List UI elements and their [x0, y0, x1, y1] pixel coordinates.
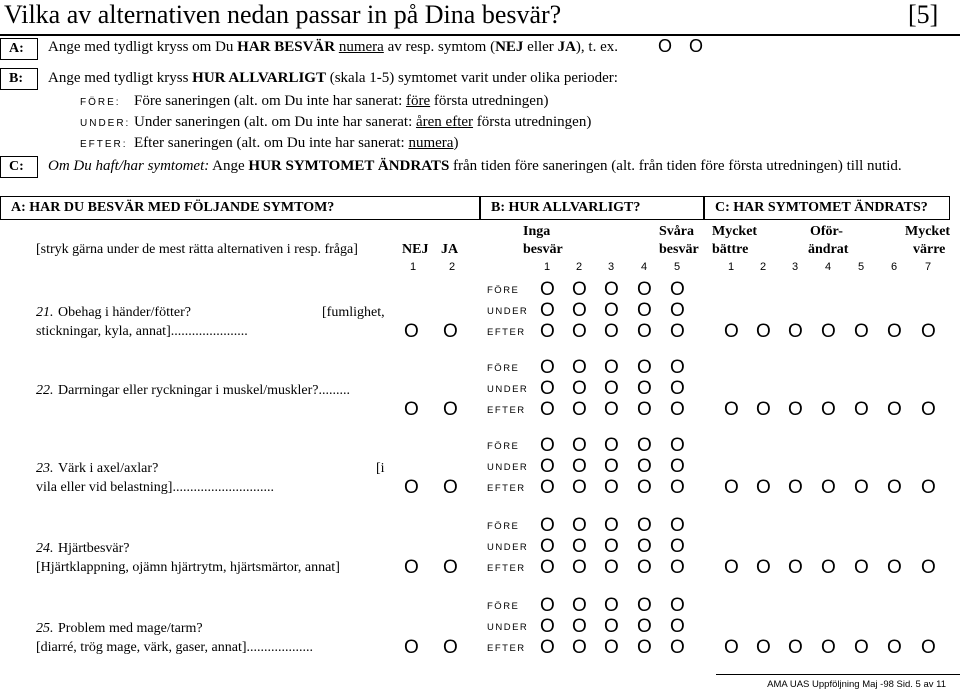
- ofor-label-1: Oför-: [810, 224, 843, 239]
- severity-option-under-1[interactable]: O: [540, 456, 555, 477]
- nej-option[interactable]: O: [404, 637, 419, 658]
- question-text: Hjärtbesvär?: [58, 541, 130, 556]
- severity-option-under-2[interactable]: O: [572, 456, 587, 477]
- severity-option-under-1[interactable]: O: [540, 300, 555, 321]
- change-option-1[interactable]: O: [724, 321, 739, 342]
- change-option-3[interactable]: O: [788, 321, 803, 342]
- severity-option-fore-2[interactable]: O: [572, 435, 587, 456]
- change-scale-number: 1: [728, 261, 735, 273]
- change-scale-number: 2: [760, 261, 767, 273]
- period-label-efter: EFTER: [487, 483, 526, 494]
- severity-option-fore-1[interactable]: O: [540, 435, 555, 456]
- change-option-1[interactable]: O: [724, 477, 739, 498]
- severity-option-efter-2[interactable]: O: [572, 637, 587, 658]
- severity-option-under-5[interactable]: O: [670, 536, 685, 557]
- severity-option-under-3[interactable]: O: [604, 300, 619, 321]
- period-key-fore: FÖRE:: [80, 97, 121, 108]
- question-text: Problem med mage/tarm?: [58, 621, 203, 636]
- nej-header: NEJ: [402, 242, 429, 257]
- period-label-fore: FÖRE: [487, 601, 520, 612]
- nej-option[interactable]: O: [404, 321, 419, 342]
- severity-option-under-3[interactable]: O: [604, 378, 619, 399]
- question-text-continued: [i: [376, 461, 385, 476]
- footer-text: AMA UAS Uppföljning Maj -98 Sid. 5 av 11: [767, 679, 946, 690]
- period-label-fore: FÖRE: [487, 285, 520, 296]
- question-detail: stickningar, kyla, annat]......................: [36, 324, 248, 339]
- severity-option-efter-5[interactable]: O: [670, 557, 685, 578]
- ja-option[interactable]: O: [443, 477, 458, 498]
- severity-option-under-2[interactable]: O: [572, 300, 587, 321]
- period-label-under: UNDER: [487, 384, 529, 395]
- question-number: 21.: [36, 305, 54, 320]
- change-scale-number: 7: [925, 261, 932, 273]
- change-option-6[interactable]: O: [887, 557, 902, 578]
- period-label-efter: EFTER: [487, 405, 526, 416]
- severity-option-fore-1[interactable]: O: [540, 515, 555, 536]
- question-detail: [Hjärtklappning, ojämn hjärtrytm, hjärtsmärtor, annat]: [36, 560, 340, 575]
- change-option-4[interactable]: O: [821, 477, 836, 498]
- instruction-b: Ange med tydligt kryss HUR ALLVARLIGT (skala 1-5) symtomet varit under olika perioder:: [48, 70, 618, 86]
- severity-option-efter-3[interactable]: O: [604, 637, 619, 658]
- severity-scale-number: 3: [608, 261, 615, 273]
- ja-option[interactable]: O: [443, 321, 458, 342]
- period-label-under: UNDER: [487, 542, 529, 553]
- severity-option-under-5[interactable]: O: [670, 378, 685, 399]
- severity-option-efter-2[interactable]: O: [572, 477, 587, 498]
- ja-number: 2: [449, 261, 456, 273]
- label-b: B:: [0, 68, 38, 90]
- severity-option-under-5[interactable]: O: [670, 456, 685, 477]
- severity-option-efter-4[interactable]: O: [637, 557, 652, 578]
- period-label-under: UNDER: [487, 622, 529, 633]
- mycket-varre-label-1: Mycket: [905, 224, 951, 239]
- ja-option[interactable]: O: [443, 557, 458, 578]
- nej-number: 1: [410, 261, 417, 273]
- severity-option-fore-4[interactable]: O: [637, 515, 652, 536]
- change-option-6[interactable]: O: [887, 477, 902, 498]
- question-text: Darrningar eller ryckningar i muskel/muskler?.........: [58, 383, 350, 398]
- change-option-3[interactable]: O: [788, 637, 803, 658]
- period-label-efter: EFTER: [487, 643, 526, 654]
- change-option-2[interactable]: O: [756, 399, 771, 420]
- footer-rule: [716, 674, 960, 675]
- instruction-c: Om Du haft/har symtomet: Ange HUR SYMTOMET ÄNDRATS från tiden före saneringen (alt. från tiden före första utredningen) till nutid.: [48, 158, 902, 174]
- header-box-c: C: HAR SYMTOMET ÄNDRATS?: [704, 196, 950, 220]
- change-option-6[interactable]: O: [887, 321, 902, 342]
- change-option-5[interactable]: O: [854, 477, 869, 498]
- change-option-7[interactable]: O: [921, 477, 936, 498]
- severity-option-fore-5[interactable]: O: [670, 515, 685, 536]
- change-option-4[interactable]: O: [821, 557, 836, 578]
- severity-option-fore-4[interactable]: O: [637, 435, 652, 456]
- inga-label-2: besvär: [523, 242, 563, 257]
- question-text-continued: [fumlighet,: [322, 305, 385, 320]
- header-box-a: A: HAR DU BESVÄR MED FÖLJANDE SYMTOM?: [0, 196, 480, 220]
- severity-option-efter-5[interactable]: O: [670, 637, 685, 658]
- severity-option-under-4[interactable]: O: [637, 616, 652, 637]
- instruction-a: Ange med tydligt kryss om Du HAR BESVÄR numera av resp. symtom (NEJ eller JA), t. ex.: [48, 39, 618, 55]
- severity-option-efter-3[interactable]: O: [604, 399, 619, 420]
- question-text: Värk i axel/axlar?: [58, 461, 159, 476]
- severity-scale-number: 2: [576, 261, 583, 273]
- severity-option-efter-3[interactable]: O: [604, 321, 619, 342]
- severity-option-efter-4[interactable]: O: [637, 399, 652, 420]
- period-label-fore: FÖRE: [487, 363, 520, 374]
- severity-option-fore-3[interactable]: O: [604, 515, 619, 536]
- severity-option-fore-3[interactable]: O: [604, 595, 619, 616]
- severity-option-fore-5[interactable]: O: [670, 435, 685, 456]
- severity-option-fore-2[interactable]: O: [572, 357, 587, 378]
- severity-option-fore-3[interactable]: O: [604, 435, 619, 456]
- severity-option-fore-1[interactable]: O: [540, 357, 555, 378]
- severity-scale-number: 1: [544, 261, 551, 273]
- question-number: 23.: [36, 461, 54, 476]
- change-scale-number: 5: [858, 261, 865, 273]
- nej-option[interactable]: O: [404, 557, 419, 578]
- severity-option-efter-4[interactable]: O: [637, 321, 652, 342]
- severity-option-fore-4[interactable]: O: [637, 595, 652, 616]
- change-option-2[interactable]: O: [756, 321, 771, 342]
- severity-option-fore-1[interactable]: O: [540, 595, 555, 616]
- severity-option-under-3[interactable]: O: [604, 616, 619, 637]
- question-detail: [diarré, trög mage, värk, gaser, annat]...................: [36, 640, 314, 655]
- severity-option-fore-5[interactable]: O: [670, 595, 685, 616]
- period-key-under: UNDER:: [80, 118, 131, 129]
- change-scale-number: 3: [792, 261, 799, 273]
- severity-option-fore-3[interactable]: O: [604, 357, 619, 378]
- change-option-6[interactable]: O: [887, 399, 902, 420]
- question-number: 25.: [36, 621, 54, 636]
- severity-option-under-5[interactable]: O: [670, 616, 685, 637]
- severity-option-efter-4[interactable]: O: [637, 637, 652, 658]
- severity-option-efter-1[interactable]: O: [540, 477, 555, 498]
- nej-option[interactable]: O: [404, 399, 419, 420]
- change-option-7[interactable]: O: [921, 557, 936, 578]
- severity-option-efter-5[interactable]: O: [670, 321, 685, 342]
- page-number: [5]: [908, 0, 939, 29]
- change-option-1[interactable]: O: [724, 399, 739, 420]
- title-divider: [0, 34, 960, 36]
- period-label-efter: EFTER: [487, 563, 526, 574]
- question-text: Obehag i händer/fötter?: [58, 305, 191, 320]
- label-a: A:: [0, 38, 38, 60]
- period-label-fore: FÖRE: [487, 521, 520, 532]
- severity-option-under-1[interactable]: O: [540, 378, 555, 399]
- stryk-note: [stryk gärna under de mest rätta alternativen i resp. fråga]: [36, 242, 358, 257]
- change-option-2[interactable]: O: [756, 637, 771, 658]
- severity-option-efter-3[interactable]: O: [604, 477, 619, 498]
- change-option-7[interactable]: O: [921, 637, 936, 658]
- severity-option-under-1[interactable]: O: [540, 616, 555, 637]
- change-option-2[interactable]: O: [756, 557, 771, 578]
- severity-option-efter-2[interactable]: O: [572, 321, 587, 342]
- change-option-3[interactable]: O: [788, 557, 803, 578]
- change-option-4[interactable]: O: [821, 321, 836, 342]
- severity-option-efter-2[interactable]: O: [572, 557, 587, 578]
- inga-label-1: Inga: [523, 224, 551, 239]
- nej-option[interactable]: O: [404, 477, 419, 498]
- change-option-5[interactable]: O: [854, 399, 869, 420]
- mycket-battre-label-2: bättre: [712, 242, 749, 257]
- change-option-5[interactable]: O: [854, 637, 869, 658]
- change-option-5[interactable]: O: [854, 321, 869, 342]
- period-desc-fore: Före saneringen (alt. om Du inte har sanerat: före första utredningen): [134, 93, 549, 109]
- change-scale-number: 4: [825, 261, 832, 273]
- ja-option[interactable]: O: [443, 637, 458, 658]
- example-circles: O O: [658, 36, 710, 56]
- header-box-b: B: HUR ALLVARLIGT?: [480, 196, 704, 220]
- mycket-battre-label-1: Mycket: [712, 224, 758, 239]
- severity-option-under-4[interactable]: O: [637, 536, 652, 557]
- severity-option-under-4[interactable]: O: [637, 300, 652, 321]
- severity-scale-number: 4: [641, 261, 648, 273]
- page-title: Vilka av alternativen nedan passar in på Dina besvär?: [4, 0, 562, 29]
- severity-option-efter-1[interactable]: O: [540, 637, 555, 658]
- severity-option-fore-4[interactable]: O: [637, 279, 652, 300]
- change-option-7[interactable]: O: [921, 399, 936, 420]
- ja-option[interactable]: O: [443, 399, 458, 420]
- change-option-5[interactable]: O: [854, 557, 869, 578]
- severity-option-efter-4[interactable]: O: [637, 477, 652, 498]
- severity-option-under-4[interactable]: O: [637, 456, 652, 477]
- severity-option-under-3[interactable]: O: [604, 456, 619, 477]
- severity-option-efter-1[interactable]: O: [540, 557, 555, 578]
- question-number: 24.: [36, 541, 54, 556]
- severity-scale-number: 5: [674, 261, 681, 273]
- change-option-1[interactable]: O: [724, 557, 739, 578]
- severity-option-efter-1[interactable]: O: [540, 399, 555, 420]
- period-key-efter: EFTER:: [80, 139, 128, 150]
- severity-option-under-5[interactable]: O: [670, 300, 685, 321]
- severity-option-efter-5[interactable]: O: [670, 399, 685, 420]
- change-option-7[interactable]: O: [921, 321, 936, 342]
- period-desc-under: Under saneringen (alt. om Du inte har sanerat: åren efter första utredningen): [134, 114, 592, 130]
- ja-header: JA: [441, 242, 459, 257]
- severity-option-efter-2[interactable]: O: [572, 399, 587, 420]
- severity-option-under-3[interactable]: O: [604, 536, 619, 557]
- severity-option-fore-2[interactable]: O: [572, 595, 587, 616]
- change-scale-number: 6: [891, 261, 898, 273]
- severity-option-fore-2[interactable]: O: [572, 279, 587, 300]
- question-number: 22.: [36, 383, 54, 398]
- severity-option-efter-5[interactable]: O: [670, 477, 685, 498]
- severity-option-under-4[interactable]: O: [637, 378, 652, 399]
- period-label-efter: EFTER: [487, 327, 526, 338]
- severity-option-fore-5[interactable]: O: [670, 279, 685, 300]
- severity-option-fore-5[interactable]: O: [670, 357, 685, 378]
- period-desc-efter: Efter saneringen (alt. om Du inte har sanerat: numera): [134, 135, 459, 151]
- change-option-6[interactable]: O: [887, 637, 902, 658]
- question-detail: vila eller vid belastning].............................: [36, 480, 274, 495]
- period-label-under: UNDER: [487, 462, 529, 473]
- severity-option-under-1[interactable]: O: [540, 536, 555, 557]
- severity-option-fore-2[interactable]: O: [572, 515, 587, 536]
- severity-option-under-2[interactable]: O: [572, 616, 587, 637]
- severity-option-fore-1[interactable]: O: [540, 279, 555, 300]
- period-label-fore: FÖRE: [487, 441, 520, 452]
- label-c: C:: [0, 156, 38, 178]
- severity-option-under-2[interactable]: O: [572, 536, 587, 557]
- period-label-under: UNDER: [487, 306, 529, 317]
- severity-option-fore-3[interactable]: O: [604, 279, 619, 300]
- ofor-label-2: ändrat: [808, 242, 849, 257]
- change-option-4[interactable]: O: [821, 399, 836, 420]
- change-option-1[interactable]: O: [724, 637, 739, 658]
- change-option-3[interactable]: O: [788, 477, 803, 498]
- severity-option-under-2[interactable]: O: [572, 378, 587, 399]
- svara-label-2: besvär: [659, 242, 699, 257]
- svara-label-1: Svåra: [659, 224, 694, 239]
- change-option-4[interactable]: O: [821, 637, 836, 658]
- severity-option-efter-1[interactable]: O: [540, 321, 555, 342]
- change-option-2[interactable]: O: [756, 477, 771, 498]
- severity-option-fore-4[interactable]: O: [637, 357, 652, 378]
- severity-option-efter-3[interactable]: O: [604, 557, 619, 578]
- change-option-3[interactable]: O: [788, 399, 803, 420]
- mycket-varre-label-2: värre: [913, 242, 946, 257]
